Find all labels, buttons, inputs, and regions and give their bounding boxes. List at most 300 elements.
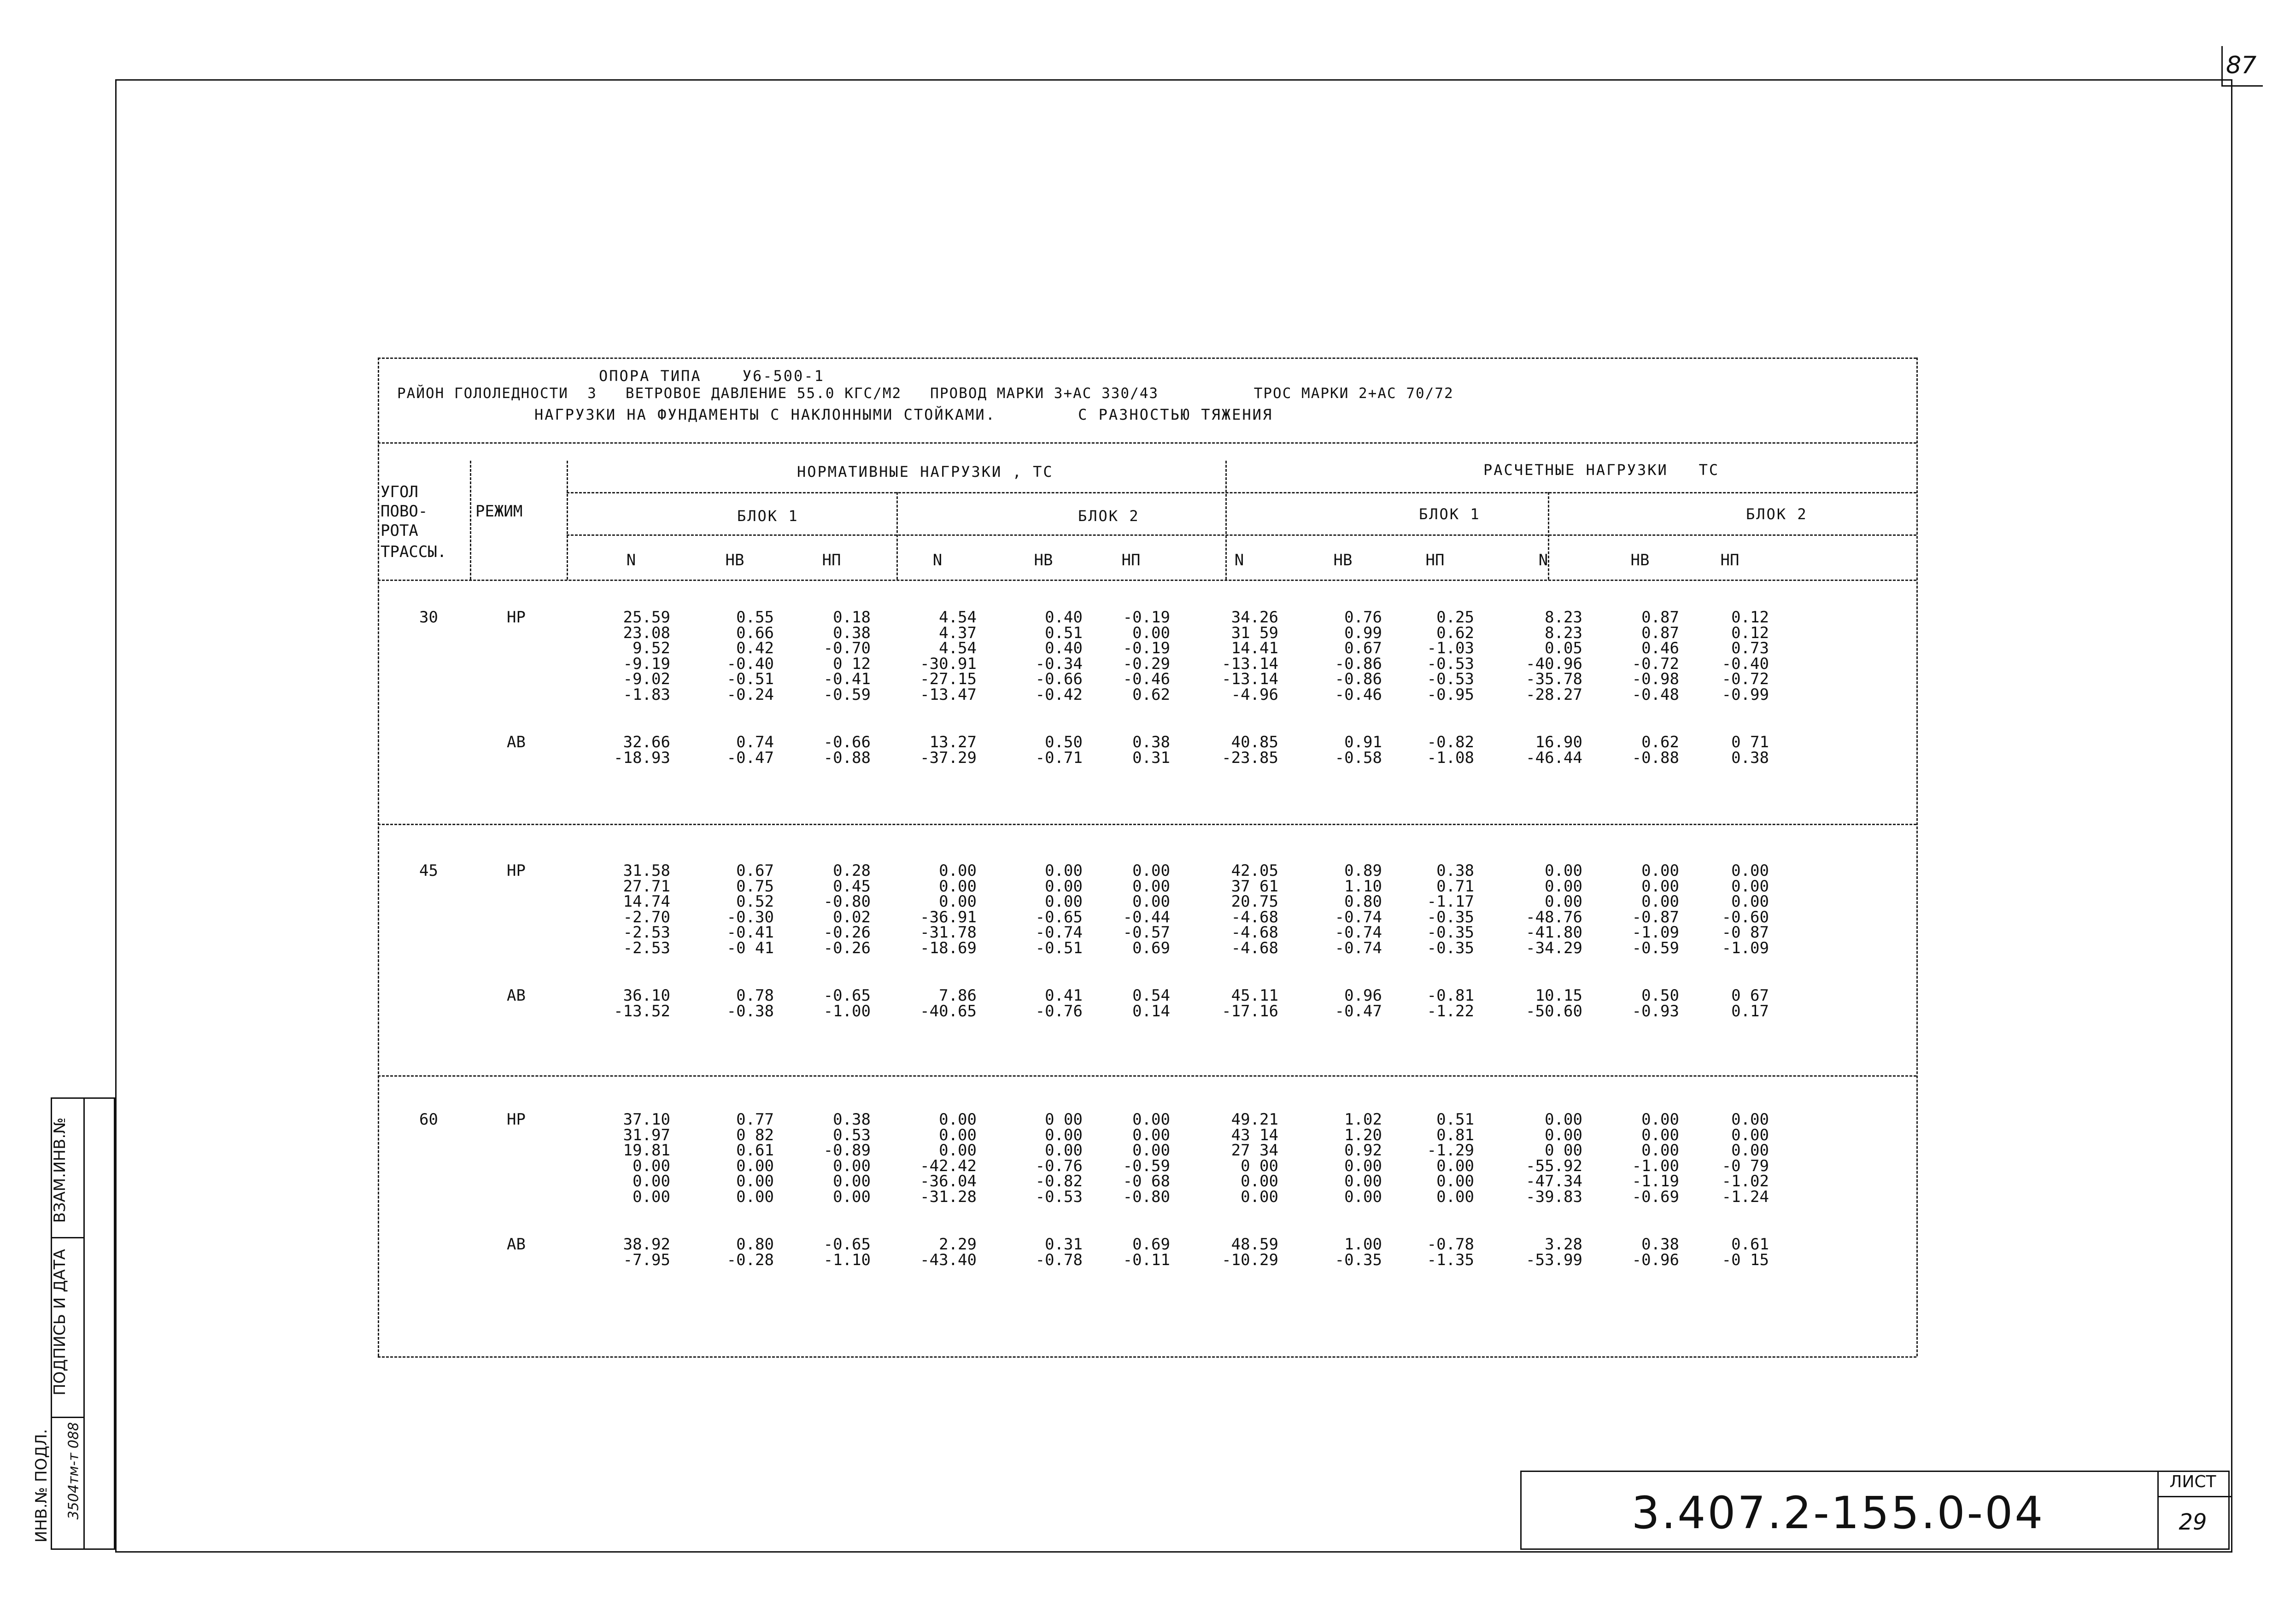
rule-col-norm-blocks: [896, 492, 898, 580]
rule-col-norm-design: [1225, 461, 1227, 580]
table-cell: 43 14: [1231, 1126, 1278, 1144]
table-cell: -1.00: [823, 1002, 871, 1020]
table-cell: -0 15: [1722, 1250, 1769, 1269]
table-cell: -0 68: [1123, 1172, 1170, 1190]
table-cell: 0.38: [1132, 733, 1170, 751]
table-cell: -0.80: [1123, 1187, 1170, 1206]
sub-header-9: N: [1538, 551, 1548, 569]
table-cell: 0.00: [633, 1156, 670, 1175]
table-cell: 4.54: [939, 608, 977, 627]
table-cell: -0.44: [1123, 908, 1170, 926]
table-cell: -0.82: [1035, 1172, 1083, 1190]
table-cell: -1.83: [623, 685, 670, 704]
table-cell: 0.41: [1045, 986, 1083, 1005]
table-cell: 0.00: [1436, 1156, 1474, 1175]
table-cell: 0.00: [939, 862, 977, 880]
table-cell: -1.00: [1632, 1156, 1679, 1175]
sheet-number: 29: [2179, 1509, 2207, 1535]
table-cell: 25.59: [623, 608, 670, 627]
table-cell: 0.00: [1045, 862, 1083, 880]
table-cell: -0.76: [1035, 1156, 1083, 1175]
col-design: РАСЧЕТНЫЕ НАГРУЗКИ ТС: [1483, 461, 1720, 479]
table-cell: -0 41: [726, 938, 774, 957]
table-cell: 0.61: [736, 1141, 774, 1160]
table-cell: -0.40: [726, 654, 774, 673]
table-cell: -9.19: [623, 654, 670, 673]
table-cell: -0.60: [1722, 908, 1769, 926]
table-cell: -0.65: [823, 986, 871, 1005]
table-cell: -0.80: [823, 892, 871, 911]
table-cell: 0 00: [1545, 1141, 1582, 1160]
table-cell: -0.42: [1035, 685, 1083, 704]
rule-right: [1916, 358, 1918, 1356]
sub-header-2: НП: [822, 551, 841, 569]
table-cell: -46.44: [1526, 748, 1582, 767]
table-cell: 0.87: [1641, 608, 1679, 627]
table-cell: -30.91: [920, 654, 977, 673]
table-cell: 0.62: [1641, 733, 1679, 751]
table-cell: 0.38: [1436, 862, 1474, 880]
table-cell: 20.75: [1231, 892, 1278, 911]
table-cell: 1.20: [1344, 1126, 1382, 1144]
rule-group-1: [378, 824, 1916, 825]
table-cell: -0.29: [1123, 654, 1170, 673]
header-line-2: РАЙОН ГОЛОЛЕДНОСТИ 3 ВЕТРОВОЕ ДАВЛЕНИЕ 55.0 КГС/М2 ПРОВОД МАРКИ 3+АС 330/43 ТРОС МАРКИ 2+АС 70/72: [397, 385, 1454, 402]
table-cell: 48.59: [1231, 1235, 1278, 1254]
table-cell: -1.09: [1722, 938, 1769, 957]
table-cell: -0.40: [1722, 654, 1769, 673]
table-cell: 0.71: [1436, 877, 1474, 896]
table-cell: 0.69: [1132, 1235, 1170, 1254]
table-cell: 0.02: [833, 908, 871, 926]
table-cell: 0.00: [1731, 892, 1769, 911]
table-cell: -0.72: [1632, 654, 1679, 673]
table-cell: 31.58: [623, 862, 670, 880]
table-cell: -0.35: [1335, 1250, 1382, 1269]
table-cell: -55.92: [1526, 1156, 1582, 1175]
sub-header-4: НВ: [1034, 551, 1053, 569]
table-cell: 0.96: [1344, 986, 1382, 1005]
table-cell: 34.26: [1231, 608, 1278, 627]
table-cell: -0 79: [1722, 1156, 1769, 1175]
header-line-1: ОПОРА ТИПА У6-500-1: [599, 367, 825, 385]
table-cell: 0.31: [1045, 1235, 1083, 1254]
table-cell: 14.41: [1231, 639, 1278, 657]
table-cell: -0.95: [1427, 685, 1474, 704]
table-cell: 0.46: [1641, 639, 1679, 657]
table-cell: -27.15: [920, 670, 977, 688]
table-cell: 27.71: [623, 877, 670, 896]
sub-header-8: НП: [1425, 551, 1445, 569]
table-cell: 0.69: [1132, 938, 1170, 957]
table-cell: -13.52: [614, 1002, 670, 1020]
table-cell: 0.00: [1545, 892, 1582, 911]
table-cell: -47.34: [1526, 1172, 1582, 1190]
table-cell: 0.00: [939, 1126, 977, 1144]
table-cell: 0.00: [1545, 1110, 1582, 1129]
table-cell: -43.40: [920, 1250, 977, 1269]
table-cell: 40.85: [1231, 733, 1278, 751]
table-cell: 0.38: [833, 1110, 871, 1129]
table-cell: -1.02: [1722, 1172, 1769, 1190]
col-mode: РЕЖИМ: [475, 502, 523, 521]
table-cell: -0.30: [726, 908, 774, 926]
table-cell: -0.11: [1123, 1250, 1170, 1269]
table-cell: 0.50: [1641, 986, 1679, 1005]
table-cell: 0.00: [1641, 877, 1679, 896]
table-cell: -1.17: [1427, 892, 1474, 911]
table-cell: -31.28: [920, 1187, 977, 1206]
side-stamp-col-divider: [83, 1099, 85, 1548]
col-design-block2: БЛОК 2: [1746, 505, 1808, 523]
table-cell: -0.87: [1632, 908, 1679, 926]
table-cell: -0.76: [1035, 1002, 1083, 1020]
table-cell: -42.42: [920, 1156, 977, 1175]
table-cell: -0.26: [823, 938, 871, 957]
table-cell: 0.00: [1132, 623, 1170, 642]
table-cell: 0.51: [1436, 1110, 1474, 1129]
table-cell: 0.67: [736, 862, 774, 880]
table-cell: 0.00: [1132, 877, 1170, 896]
col-normative: НОРМАТИВНЫЕ НАГРУЗКИ , ТС: [797, 463, 1054, 481]
table-cell: 0.12: [1731, 608, 1769, 627]
table-cell: 0.62: [1132, 685, 1170, 704]
table-cell: -41.80: [1526, 923, 1582, 942]
table-cell: -0.51: [1035, 938, 1083, 957]
table-cell: -0.82: [1427, 733, 1474, 751]
table-cell: 27 34: [1231, 1141, 1278, 1160]
col-norm-block2: БЛОК 2: [1078, 507, 1140, 525]
rule-left: [378, 358, 379, 1356]
rule-col-angle: [470, 461, 471, 580]
drawing-frame: [115, 79, 2232, 1553]
table-cell: -0.51: [726, 670, 774, 688]
table-cell: 37 61: [1231, 877, 1278, 896]
sub-header-10: НВ: [1630, 551, 1650, 569]
table-cell: 10.15: [1535, 986, 1582, 1005]
table-cell: 0.00: [939, 892, 977, 911]
table-cell: -1.24: [1722, 1187, 1769, 1206]
table-cell: 0.00: [939, 1141, 977, 1160]
table-cell: 0.62: [1436, 623, 1474, 642]
table-cell: 0.75: [736, 877, 774, 896]
table-cell: -0.58: [1335, 748, 1382, 767]
table-cell: -39.83: [1526, 1187, 1582, 1206]
table-cell: -0.19: [1123, 608, 1170, 627]
table-cell: 0.76: [1344, 608, 1382, 627]
table-cell: -4.68: [1231, 908, 1278, 926]
table-cell: -1.35: [1427, 1250, 1474, 1269]
table-cell: -0.24: [726, 685, 774, 704]
table-cell: 9.52: [633, 639, 670, 657]
table-cell: 7.86: [939, 986, 977, 1005]
table-cell: 0.25: [1436, 608, 1474, 627]
table-cell: 0.00: [1731, 877, 1769, 896]
rule-bottom: [378, 1356, 1916, 1358]
angle-value: 30: [419, 608, 438, 627]
table-cell: -31.78: [920, 923, 977, 942]
angle-value: 45: [419, 862, 438, 880]
table-cell: 0.40: [1045, 608, 1083, 627]
table-cell: 49.21: [1231, 1110, 1278, 1129]
table-cell: 0.00: [633, 1187, 670, 1206]
table-cell: -0.98: [1632, 670, 1679, 688]
table-cell: -0.74: [1035, 923, 1083, 942]
table-cell: 0.00: [1545, 1126, 1582, 1144]
table-cell: -28.27: [1526, 685, 1582, 704]
table-cell: 0.00: [833, 1172, 871, 1190]
table-cell: 0.87: [1641, 623, 1679, 642]
table-cell: -0.35: [1427, 938, 1474, 957]
sheet-corner-number: 87: [2226, 52, 2257, 79]
table-cell: 0.17: [1731, 1002, 1769, 1020]
table-cell: 45.11: [1231, 986, 1278, 1005]
table-cell: -0.96: [1632, 1250, 1679, 1269]
table-cell: -13.14: [1222, 670, 1278, 688]
mode-value: АВ: [507, 986, 526, 1005]
table-cell: -0.53: [1035, 1187, 1083, 1206]
table-cell: 0.40: [1045, 639, 1083, 657]
mode-value: НР: [507, 608, 526, 627]
table-cell: 0.12: [1731, 623, 1769, 642]
table-cell: -35.78: [1526, 670, 1582, 688]
table-cell: -0.26: [823, 923, 871, 942]
table-cell: 31.97: [623, 1126, 670, 1144]
table-cell: 0.61: [1731, 1235, 1769, 1254]
table-cell: -2.70: [623, 908, 670, 926]
table-cell: 0.99: [1344, 623, 1382, 642]
table-cell: 0.78: [736, 986, 774, 1005]
table-cell: -18.69: [920, 938, 977, 957]
table-cell: 0.50: [1045, 733, 1083, 751]
table-cell: 0.73: [1731, 639, 1769, 657]
angle-value: 60: [419, 1110, 438, 1129]
table-cell: 37.10: [623, 1110, 670, 1129]
table-cell: -53.99: [1526, 1250, 1582, 1269]
table-cell: -0.72: [1722, 670, 1769, 688]
table-cell: 1.00: [1344, 1235, 1382, 1254]
table-cell: -0.35: [1427, 923, 1474, 942]
table-cell: 0.00: [1132, 1126, 1170, 1144]
table-cell: 0 00: [1045, 1110, 1083, 1129]
table-cell: -0.88: [823, 748, 871, 767]
table-cell: 0.52: [736, 892, 774, 911]
table-cell: 0.00: [1436, 1172, 1474, 1190]
table-cell: -0.46: [1335, 685, 1382, 704]
table-cell: -1.22: [1427, 1002, 1474, 1020]
table-cell: -0.41: [726, 923, 774, 942]
header-line-3: НАГРУЗКИ НА ФУНДАМЕНТЫ С НАКЛОННЫМИ СТОЙКАМИ. С РАЗНОСТЬЮ ТЯЖЕНИЯ: [534, 406, 1273, 423]
table-cell: -0.74: [1335, 938, 1382, 957]
table-cell: 8.23: [1545, 608, 1582, 627]
table-cell: 0.00: [1132, 1141, 1170, 1160]
table-cell: 0.45: [833, 877, 871, 896]
sheet-label: ЛИСТ: [2169, 1472, 2216, 1491]
table-cell: 0.00: [1545, 877, 1582, 896]
table-cell: 0.00: [939, 1110, 977, 1129]
sub-header-1: НВ: [725, 551, 744, 569]
table-cell: 32.66: [623, 733, 670, 751]
table-cell: 0.51: [1045, 623, 1083, 642]
table-cell: 0.00: [1132, 862, 1170, 880]
table-cell: 0.55: [736, 608, 774, 627]
table-cell: -2.53: [623, 938, 670, 957]
table-cell: 0.00: [1344, 1156, 1382, 1175]
table-cell: 0.00: [1045, 877, 1083, 896]
col-angle-4: ТРАССЫ.: [381, 543, 447, 561]
table-cell: 42.05: [1231, 862, 1278, 880]
table-cell: 23.08: [623, 623, 670, 642]
table-cell: 0.18: [833, 608, 871, 627]
sheet-label-divider: [2157, 1496, 2231, 1497]
table-cell: 31 59: [1231, 623, 1278, 642]
table-cell: -1.10: [823, 1250, 871, 1269]
table-cell: 2.29: [939, 1235, 977, 1254]
mode-value: НР: [507, 1110, 526, 1129]
table-cell: -0.59: [1632, 938, 1679, 957]
table-cell: 0.38: [833, 623, 871, 642]
table-cell: -34.29: [1526, 938, 1582, 957]
table-cell: -0.38: [726, 1002, 774, 1020]
side-stamp-inv-podl: ИНВ.№ ПОДЛ.: [32, 1429, 51, 1543]
rule-subheads: [378, 580, 1916, 581]
table-cell: -0.89: [823, 1141, 871, 1160]
table-cell: 0.53: [833, 1126, 871, 1144]
table-cell: -2.53: [623, 923, 670, 942]
table-cell: 0.00: [736, 1172, 774, 1190]
table-cell: -7.95: [623, 1250, 670, 1269]
table-cell: -0.34: [1035, 654, 1083, 673]
table-cell: -13.47: [920, 685, 977, 704]
table-cell: 0.67: [1344, 639, 1382, 657]
sub-header-11: НП: [1720, 551, 1740, 569]
table-cell: 0 00: [1241, 1156, 1278, 1175]
side-stamp-vzam: ВЗАМ.ИНВ.№: [51, 1117, 69, 1223]
table-cell: -0.35: [1427, 908, 1474, 926]
table-cell: -0.53: [1427, 670, 1474, 688]
table-cell: -0.78: [1035, 1250, 1083, 1269]
table-cell: -0.46: [1123, 670, 1170, 688]
rule-col-mode: [567, 461, 568, 580]
table-cell: -9.02: [623, 670, 670, 688]
rule-normative: [567, 492, 1916, 493]
table-cell: 0.00: [1641, 1141, 1679, 1160]
table-cell: 0.81: [1436, 1126, 1474, 1144]
table-cell: -0.66: [1035, 670, 1083, 688]
col-angle-2: ПОВО-: [381, 502, 428, 521]
table-cell: 0.00: [1132, 1110, 1170, 1129]
table-cell: 0.74: [736, 733, 774, 751]
table-cell: 0.00: [1641, 1110, 1679, 1129]
table-cell: 0.00: [1045, 892, 1083, 911]
table-cell: -36.91: [920, 908, 977, 926]
rule-col-design-blocks: [1548, 492, 1549, 580]
sub-header-7: НВ: [1333, 551, 1353, 569]
table-cell: -48.76: [1526, 908, 1582, 926]
table-cell: -0.28: [726, 1250, 774, 1269]
table-cell: 0.80: [1344, 892, 1382, 911]
table-cell: 0.00: [1641, 1126, 1679, 1144]
table-cell: -4.96: [1231, 685, 1278, 704]
sub-header-3: N: [932, 551, 943, 569]
table-cell: -0.59: [1123, 1156, 1170, 1175]
table-cell: 4.37: [939, 623, 977, 642]
table-cell: -0.59: [823, 685, 871, 704]
table-cell: 0.89: [1344, 862, 1382, 880]
table-cell: -0.74: [1335, 923, 1382, 942]
table-cell: 1.02: [1344, 1110, 1382, 1129]
table-cell: -0.65: [1035, 908, 1083, 926]
table-cell: 0.00: [1132, 892, 1170, 911]
table-cell: -0.78: [1427, 1235, 1474, 1254]
sub-header-5: НП: [1121, 551, 1141, 569]
table-cell: 0.00: [1241, 1187, 1278, 1206]
table-cell: -1.08: [1427, 748, 1474, 767]
table-cell: 0.00: [1344, 1172, 1382, 1190]
table-cell: -0.48: [1632, 685, 1679, 704]
table-cell: 0.00: [1731, 1141, 1769, 1160]
table-cell: 0.00: [1241, 1172, 1278, 1190]
rule-group-2: [378, 1075, 1916, 1077]
col-angle-3: РОТА: [381, 522, 418, 540]
table-cell: -4.68: [1231, 938, 1278, 957]
table-cell: -40.65: [920, 1002, 977, 1020]
doc-number: 3.407.2-155.0-04: [1631, 1487, 2045, 1539]
table-cell: -0.19: [1123, 639, 1170, 657]
table-cell: -0.69: [1632, 1187, 1679, 1206]
table-cell: -0.93: [1632, 1002, 1679, 1020]
table-cell: 0 12: [833, 654, 871, 673]
table-cell: -36.04: [920, 1172, 977, 1190]
table-cell: -13.14: [1222, 654, 1278, 673]
table-cell: 0.05: [1545, 639, 1582, 657]
table-cell: -18.93: [614, 748, 670, 767]
rule-header: [378, 442, 1916, 444]
table-cell: 36.10: [623, 986, 670, 1005]
sub-header-0: N: [626, 551, 636, 569]
table-cell: 0.00: [736, 1187, 774, 1206]
table-cell: -0.81: [1427, 986, 1474, 1005]
table-cell: 8.23: [1545, 623, 1582, 642]
table-cell: -0.71: [1035, 748, 1083, 767]
rule-blocks: [567, 534, 1916, 536]
table-cell: 4.54: [939, 639, 977, 657]
table-cell: 0.92: [1344, 1141, 1382, 1160]
table-cell: 0.54: [1132, 986, 1170, 1005]
table-cell: 0.00: [1344, 1187, 1382, 1206]
table-cell: 19.81: [623, 1141, 670, 1160]
table-cell: 0.00: [1545, 862, 1582, 880]
table-cell: -1.09: [1632, 923, 1679, 942]
sub-header-6: N: [1234, 551, 1244, 569]
table-cell: 0.00: [1045, 1141, 1083, 1160]
table-cell: 0.00: [1731, 1110, 1769, 1129]
table-cell: -0.41: [823, 670, 871, 688]
table-cell: 0.00: [1045, 1126, 1083, 1144]
table-cell: 0.00: [1731, 862, 1769, 880]
table-cell: 0.66: [736, 623, 774, 642]
table-cell: -23.85: [1222, 748, 1278, 767]
table-cell: 0.00: [633, 1172, 670, 1190]
table-cell: 0.00: [833, 1156, 871, 1175]
table-cell: -0.66: [823, 733, 871, 751]
table-cell: 0 67: [1731, 986, 1769, 1005]
table-cell: -0.65: [823, 1235, 871, 1254]
table-cell: -1.19: [1632, 1172, 1679, 1190]
table-cell: 0.38: [1641, 1235, 1679, 1254]
table-cell: 3.28: [1545, 1235, 1582, 1254]
table-cell: 0.00: [1731, 1126, 1769, 1144]
